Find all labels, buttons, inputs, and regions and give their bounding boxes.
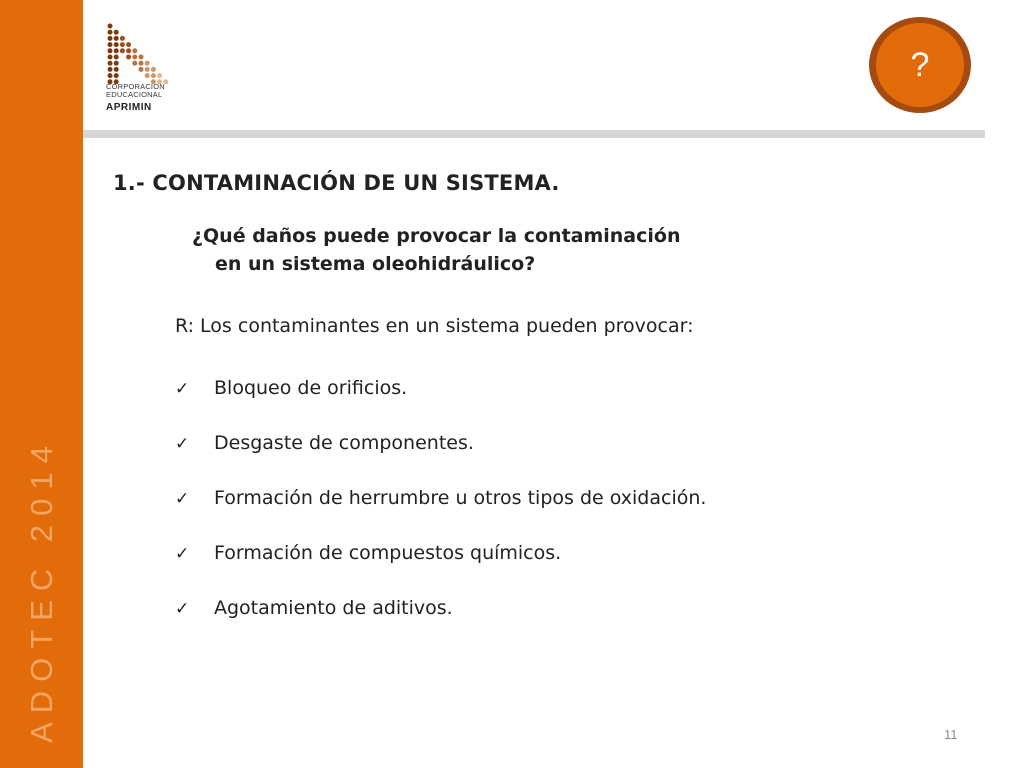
check-icon: ✓: [175, 379, 190, 399]
check-icon: ✓: [175, 544, 190, 564]
bullet-text: Desgaste de componentes.: [214, 432, 474, 454]
question-mark-icon[interactable]: ?: [876, 23, 964, 107]
bullet-text: Agotamiento de aditivos.: [214, 597, 453, 619]
logo-dot: [126, 48, 131, 53]
check-icon: ✓: [175, 489, 190, 509]
logo-dot: [132, 61, 137, 66]
list-item: [175, 374, 706, 429]
logo-line-3: APRIMIN: [106, 102, 152, 113]
logo-dot: [108, 42, 113, 47]
logo-dot: [139, 61, 144, 66]
check-icon: ✓: [175, 434, 190, 454]
logo-dot: [139, 67, 144, 72]
bullet-list: [175, 374, 706, 649]
logo-dot: [108, 73, 113, 78]
list-item: [175, 594, 706, 649]
check-icon: ✓: [175, 599, 190, 619]
logo-dot: [151, 67, 156, 72]
logo-dot: [132, 48, 137, 53]
logo-dot: [145, 61, 150, 66]
bullet-text: Bloqueo de orificios.: [214, 377, 408, 399]
logo-dot: [120, 42, 125, 47]
logo-dot: [108, 55, 113, 60]
logo-dot: [108, 36, 113, 41]
logo-dot: [151, 73, 156, 78]
logo-line-2: EDUCACIONAL: [106, 90, 163, 99]
logo-dot: [108, 24, 113, 29]
list-item: [175, 539, 706, 594]
logo-dot: [114, 67, 119, 72]
logo: [106, 22, 180, 120]
help-button[interactable]: [869, 17, 971, 113]
logo-dot: [145, 73, 150, 78]
list-item: [175, 484, 706, 539]
logo-dot: [114, 73, 119, 78]
question: [192, 222, 680, 278]
slide-title: 1.- CONTAMINACIÓN DE UN SISTEMA.: [113, 171, 560, 195]
aprimin-logo-icon: [106, 22, 180, 84]
sidebar-vertical-text: ADOTEC 2014: [24, 437, 59, 743]
logo-dot: [114, 55, 119, 60]
logo-dot: [126, 55, 131, 60]
logo-dot: [132, 55, 137, 60]
logo-dot: [108, 67, 113, 72]
logo-dot: [120, 48, 125, 53]
logo-dot: [157, 73, 162, 78]
header-divider: [83, 130, 985, 138]
logo-dot: [145, 67, 150, 72]
sidebar-band: [0, 0, 83, 768]
list-item: [175, 429, 706, 484]
logo-dot: [114, 61, 119, 66]
logo-dot: [126, 42, 131, 47]
logo-dot: [114, 36, 119, 41]
question-line-2: en un sistema oleohidráulico?: [215, 253, 536, 275]
logo-dot: [108, 30, 113, 35]
logo-dot: [120, 36, 125, 41]
logo-line-1: CORPORACION: [106, 82, 165, 91]
bullet-text: Formación de herrumbre u otros tipos de oxidación.: [214, 487, 707, 509]
answer-intro: R: Los contaminantes en un sistema pueden provocar:: [175, 315, 694, 337]
logo-dot: [108, 61, 113, 66]
logo-dot: [108, 48, 113, 53]
logo-text: [106, 83, 180, 113]
question-line-1: ¿Qué daños puede provocar la contaminación: [192, 225, 681, 247]
logo-dot: [114, 42, 119, 47]
logo-dot: [139, 55, 144, 60]
logo-dot: [114, 48, 119, 53]
bullet-text: Formación de compuestos químicos.: [214, 542, 562, 564]
page-number: 11: [944, 727, 958, 742]
logo-dot: [114, 30, 119, 35]
